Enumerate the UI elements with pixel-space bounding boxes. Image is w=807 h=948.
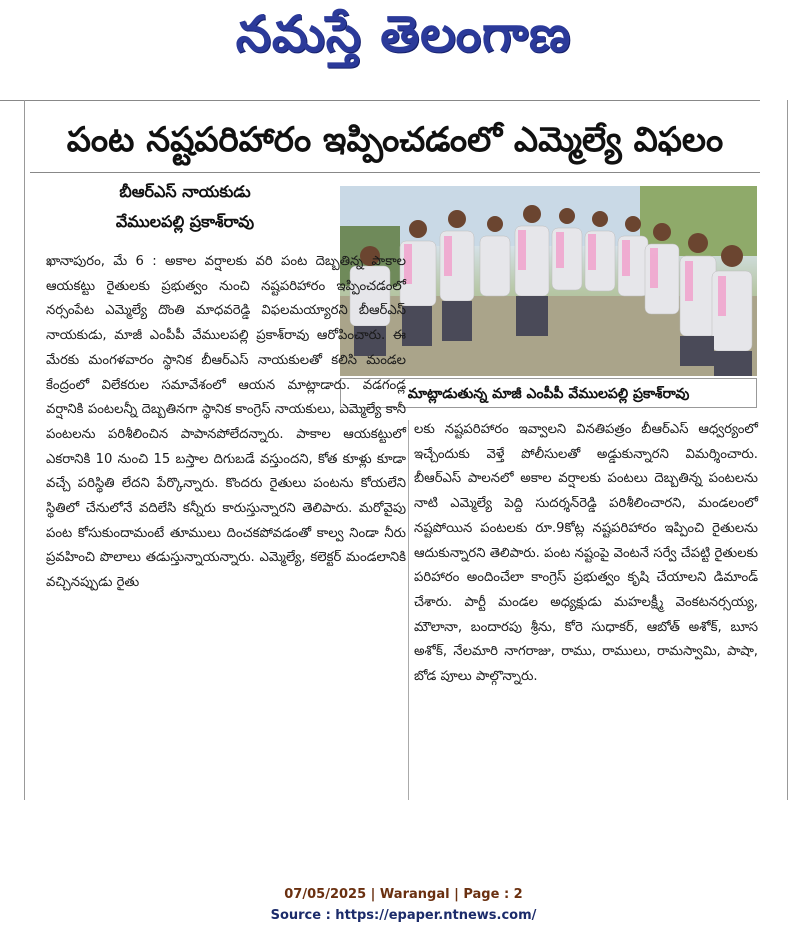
article-headline: పంట నష్టపరిహారం ఇప్పించడంలో ఎమ్మెల్యే విఫలం: [66, 120, 724, 160]
article-subhead-line2: వేములపల్లి ప్రకాశ్‌రావు: [115, 212, 255, 231]
photo-caption: మాట్లాడుతున్న మాజీ ఎంపీపీ వేములపల్లి ప్రకాశ్‌రావు: [340, 378, 757, 408]
newspaper-title: నమస్తే తెలంగాణ: [235, 4, 572, 63]
left-adjacent-column-fragment: [0, 100, 25, 800]
masthead: [0, 0, 807, 82]
page-footer: [0, 884, 807, 926]
right-adjacent-column-fragment: [787, 100, 807, 800]
footer-source-link[interactable]: Source : https://epaper.ntnews.com/: [270, 908, 537, 923]
footer-date-edition: 07/05/2025 | Warangal | Page : 2: [284, 887, 523, 902]
top-rule: [0, 100, 760, 101]
article-column-1: ఖానాపురం, మే 6 : అకాల వర్షాలకు వరి పంట దెబ్బతిన్న పాకాల ఆయకట్టు రైతులకు ప్రభుత్వం నుంచి నష్టపరిహారం ఇప్పించడంలో నర్సంపేట ఎమ్మెల్యే దొంతి మాధవరెడ్డి విఫలమయ్యారని బీఆర్ఎస్ నాయకుడు, మాజీ ఎంపీపీ వేములపల్లి ప్రకాశ్‌రావు ఆరోపించారు. ఈ మేరకు మంగళవారం స్థానిక బీఆర్ఎస్ నాయకులతో కలిసి మండల కేంద్రంలో విలేకరుల సమావేశంలో ఆయన మాట్లాడారు. వడగండ్ల వర్షానికి పంటలన్నీ దెబ్బతినగా స్థానిక కాంగ్రెస్ నాయకులు, ఎమ్మెల్యే కానీ పంటలను పరిశీలించిన పాపానపోలేదన్నారు. పాకాల ఆయకట్టులో ఎకరానికి 10 నుంచి 15 బస్తాల దిగుబడే వస్తుందని, కోత కూళ్లు కూడా వచ్చే పరిస్థితి లేదని పేర్కొన్నారు. కొందరు రైతులు పంటను కోయలేని స్థితిలో చేనులోనే వదిలేసి కన్నీరు కారుస్తున్నారని తెలిపారు. మరోవైపు పంట కోసుకుందామంటే తూములు దించకపోవడంతో కాల్వ నిండా నీరు ప్రవహించి పొలాలు తడుస్తున్నాయన్నారు. ఎమ్మెల్యే, కలెక్టర్ మండలానికి వచ్చినప్పుడు రైతు: [46, 254, 406, 591]
article-subhead-line1: బీఆర్ఎస్ నాయకుడు: [119, 182, 251, 201]
headline-rule: [30, 172, 760, 173]
article-column-2: లకు నష్టపరిహారం ఇవ్వాలని వినతిపత్రం బీఆర్ఎస్ ఆధ్వర్యంలో ఇచ్చేందుకు వెళ్తే పోలీసులతో అడ్డుకున్నారని విమర్శించారు. బీఆర్ఎస్ పాలనలో అకాల వర్షాలకు పంటలు దెబ్బతిన్న పంటలను నాటి ఎమ్మెల్యే పెద్ది సుదర్శన్‌రెడ్డి పరిశీలించారని, మండలంలో నష్టపోయిన పంటలకు రూ.9కోట్ల నష్టపరిహారం ఇప్పించి రైతులను ఆదుకున్నారని తెలిపారు. పంట నష్టంపై వెంటనే సర్వే చేపట్టి రైతులకు పరిహారం అందించేలా కాంగ్రెస్ ప్రభుత్వం కృషి చేయాలని డిమాండ్ చేశారు. పార్టీ మండల అధ్యక్షుడు మహలక్ష్మీ వెంకటనర్సయ్య, మౌలానా, బందారపు శ్రీను, కోరె సుధాకర్, ఆబోత్ అశోక్, బూస అశోక్, నేలమారి నాగరాజు, రాము, రాములు, రామస్వామి, పాషా, బోడ పూలు పాల్గొన్నారు.: [414, 422, 758, 685]
column-separator: [408, 420, 409, 800]
